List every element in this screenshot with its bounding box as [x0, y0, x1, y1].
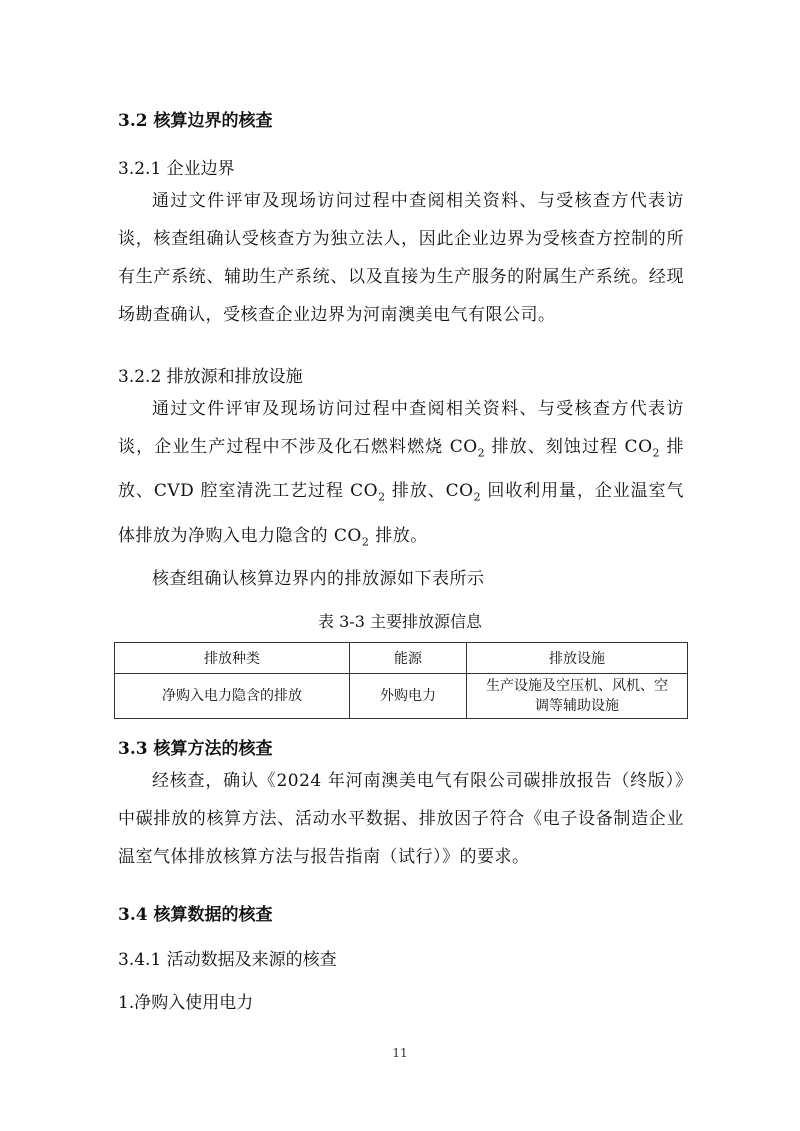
page-number: 11	[392, 1046, 408, 1060]
table-cell: 生产设施及空压机、风机、空调等辅助设施	[467, 674, 688, 719]
section-3-2-heading: 3.2 核算边界的核查	[118, 111, 273, 131]
table-header-row	[115, 643, 688, 674]
section-3-3-paragraph: 经核查，确认《2024 年河南澳美电气有限公司碳排放报告（终版）》中碳排放的核算方法、活动水平数据、排放因子符合《电子设备制造企业温室气体排放核算方法与报告指南（试行）》的要求。	[118, 771, 684, 867]
text-run: 排放、刻蚀过程 CO	[485, 437, 653, 457]
subscript: 2	[361, 535, 370, 549]
table-cell: 净购入电力隐含的排放	[115, 674, 350, 719]
table-header-cell: 排放设施	[467, 643, 688, 674]
subscript: 2	[473, 490, 482, 504]
table-header-cell: 排放种类	[115, 643, 350, 674]
text-run: 通过文件评审及现场访问过程中查阅相关资料、与受核查方代表访谈，企业生产过程中不涉及化石燃料燃烧 CO	[118, 399, 684, 457]
table-intro-text: 核查组确认核算边界内的排放源如下表所示	[152, 569, 485, 589]
section-3-2-2-heading: 3.2.2 排放源和排放设施	[118, 367, 303, 387]
table-cell: 外购电力	[350, 674, 467, 719]
item-1-heading: 1.净购入使用电力	[118, 993, 254, 1013]
section-3-4-1-heading: 3.4.1 活动数据及来源的核查	[118, 950, 337, 970]
section-3-4-heading: 3.4 核算数据的核查	[118, 905, 273, 925]
text-run: 回收利用量，企业温室气体排放为净购入电力隐含的 CO	[118, 481, 685, 546]
text-run: 排放、CVD 腔室清洗工艺过程 CO	[118, 437, 684, 502]
table-header-cell: 能源	[350, 643, 467, 674]
text-run: 排放。	[369, 525, 428, 546]
text-run: 排放、CO	[385, 481, 474, 502]
emission-source-table	[114, 642, 688, 719]
section-3-2-2-paragraph	[118, 390, 684, 561]
table-row	[115, 674, 688, 719]
section-3-2-1-paragraph: 通过文件评审及现场访问过程中查阅相关资料、与受核查方代表访谈，核查组确认受核查方为独立法人，因此企业边界为受核查方控制的所有生产系统、辅助生产系统、以及直接为生产服务的附属生产系统。经现场勘查确认，受核查企业边界为河南澳美电气有限公司。	[118, 191, 684, 325]
subscript: 2	[652, 446, 661, 460]
section-3-3-heading: 3.3 核算方法的核查	[118, 739, 273, 759]
table-caption: 表 3-3 主要排放源信息	[318, 612, 482, 631]
subscript: 2	[477, 446, 486, 460]
subscript: 2	[378, 490, 386, 504]
section-3-2-1-heading: 3.2.1 企业边界	[118, 159, 235, 179]
